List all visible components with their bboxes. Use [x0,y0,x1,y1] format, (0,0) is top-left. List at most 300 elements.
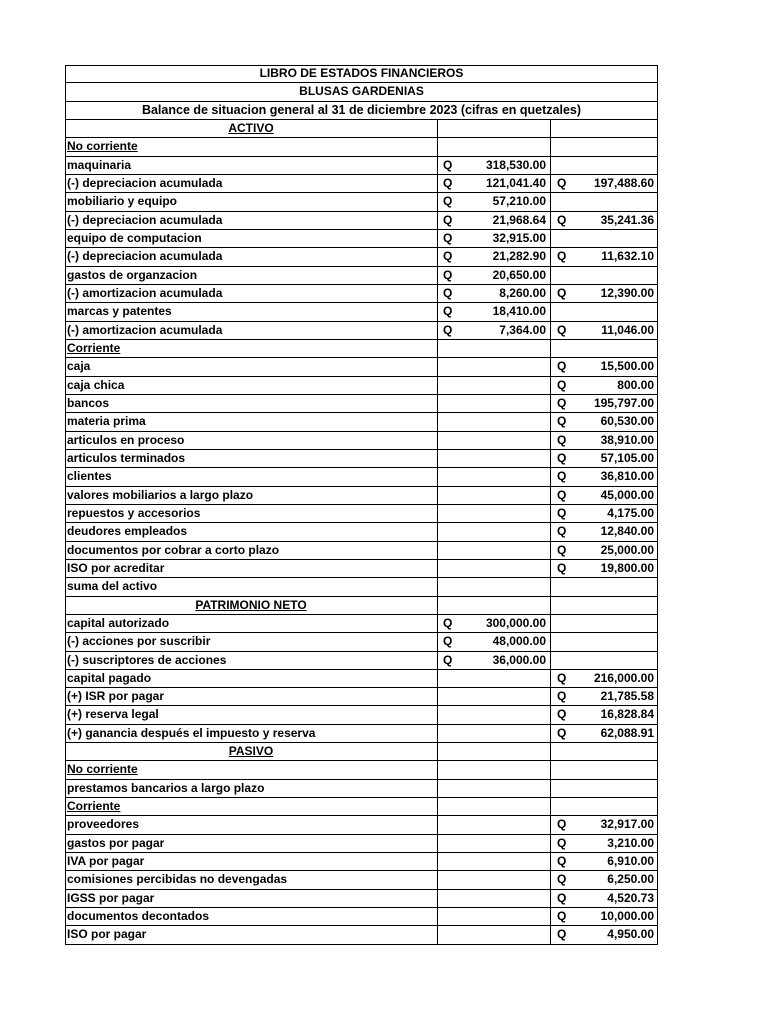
column-divider [657,871,658,888]
account-name: comisiones percibidas no devengadas [67,872,288,887]
title-row-3 [65,102,658,120]
column-divider [437,816,438,833]
currency-symbol: Q [557,505,567,520]
currency-symbol: Q [443,322,453,337]
column-divider [437,285,438,302]
total-amount: 12,390.00 [600,285,654,300]
column-divider [65,542,66,559]
column-divider [657,212,658,229]
column-divider [657,487,658,504]
subsection-title: Corriente [67,340,121,355]
column-divider [437,743,438,760]
column-divider [550,706,551,723]
column-divider [550,120,551,137]
column-divider [437,652,438,669]
total-amount: 45,000.00 [600,487,654,502]
column-divider [550,761,551,778]
total-amount: 3,210.00 [607,835,654,850]
currency-symbol: Q [557,872,567,887]
column-divider [65,285,66,302]
column-divider [550,597,551,614]
section-header-row [65,120,658,138]
currency-symbol: Q [443,194,453,209]
account-name: (-) depreciacion acumulada [67,249,223,264]
table-row [65,908,658,926]
column-divider [657,853,658,870]
account-name: documentos por cobrar a corto plazo [67,542,280,557]
table-row [65,248,658,266]
column-divider [657,780,658,797]
total-amount: 10,000.00 [600,909,654,924]
section-header-row [65,597,658,615]
column-divider [65,175,66,192]
table-row [65,285,658,303]
partial-amount: 18,410.00 [492,304,546,319]
account-name: deudores empleados [67,524,188,539]
column-divider [550,523,551,540]
column-divider [65,212,66,229]
account-name: (-) depreciacion acumulada [67,212,223,227]
account-name: bancos [67,395,110,410]
total-amount: 32,917.00 [600,817,654,832]
table-row [65,835,658,853]
column-divider [550,450,551,467]
table-row [65,413,658,431]
table-row [65,212,658,230]
column-divider [550,413,551,430]
column-divider [437,175,438,192]
column-divider [657,706,658,723]
column-divider [550,816,551,833]
column-divider [437,230,438,247]
account-name: (-) suscriptores de acciones [67,652,227,667]
column-divider [437,450,438,467]
table-row [65,358,658,376]
table-row [65,926,658,944]
currency-symbol: Q [557,927,567,942]
column-divider [437,377,438,394]
section-title: PATRIMONIO NETO [195,597,307,612]
currency-symbol: Q [557,854,567,869]
column-divider [550,157,551,174]
column-divider [65,523,66,540]
subsection-title: No corriente [67,139,138,154]
column-divider [550,890,551,907]
column-divider [437,780,438,797]
statement-subtitle: Balance de situacion general al 31 de diciembre 2023 (cifras en quetzales) [141,102,582,117]
column-divider [437,212,438,229]
column-divider [657,377,658,394]
column-divider [437,193,438,210]
table-row [65,322,658,340]
column-divider [65,267,66,284]
account-name: caja [67,359,91,374]
total-amount: 11,632.10 [601,249,654,264]
table-row [65,560,658,578]
currency-symbol: Q [557,377,567,392]
currency-symbol: Q [557,395,567,410]
column-divider [437,725,438,742]
column-divider [65,450,66,467]
total-amount: 19,800.00 [600,560,654,575]
column-divider [657,432,658,449]
column-divider [437,468,438,485]
column-divider [550,193,551,210]
table-row [65,670,658,688]
partial-amount: 21,282.90 [492,249,546,264]
column-divider [65,816,66,833]
column-divider [437,597,438,614]
column-divider [550,175,551,192]
total-amount: 36,810.00 [600,469,654,484]
currency-symbol: Q [557,707,567,722]
account-name: clientes [67,469,112,484]
currency-symbol: Q [557,285,567,300]
column-divider [437,871,438,888]
column-divider [65,340,66,357]
account-name: documentos decontados [67,909,210,924]
partial-amount: 57,210.00 [492,194,546,209]
currency-symbol: Q [557,469,567,484]
table-row [65,267,658,285]
table-row [65,230,658,248]
partial-amount: 318,530.00 [485,157,546,172]
column-divider [437,835,438,852]
account-name: caja chica [67,377,125,392]
column-divider [657,560,658,577]
column-divider [550,835,551,852]
currency-symbol: Q [557,414,567,429]
column-divider [550,871,551,888]
currency-symbol: Q [557,432,567,447]
partial-amount: 36,000.00 [492,652,546,667]
column-divider [65,230,66,247]
column-divider [657,652,658,669]
subsection-row [65,761,658,779]
column-divider [437,340,438,357]
column-divider [437,578,438,595]
column-divider [65,138,66,155]
column-divider [657,688,658,705]
column-divider [65,670,66,687]
column-divider [437,560,438,577]
column-divider [550,230,551,247]
column-divider [65,248,66,265]
column-divider [65,615,66,632]
total-amount: 6,910.00 [607,854,654,869]
table-row [65,688,658,706]
column-divider [550,212,551,229]
column-divider [437,926,438,943]
company-name: BLUSAS GARDENIAS [299,84,424,99]
column-divider [65,487,66,504]
account-name: articulos terminados [67,450,186,465]
column-divider [437,908,438,925]
total-amount: 216,000.00 [593,670,654,685]
table-row [65,395,658,413]
total-amount: 12,840.00 [600,524,654,539]
column-divider [437,120,438,137]
account-name: (+) reserva legal [67,707,159,722]
table-row [65,725,658,743]
subsection-row [65,138,658,156]
column-divider [437,615,438,632]
column-divider [550,633,551,650]
column-divider [65,358,66,375]
partial-amount: 21,968.64 [492,212,546,227]
account-name: articulos en proceso [67,432,185,447]
subsection-title: No corriente [67,762,138,777]
column-divider [437,432,438,449]
total-amount: 62,088.91 [600,725,654,740]
column-divider [657,725,658,742]
table-row [65,816,658,834]
column-divider [550,487,551,504]
column-divider [65,395,66,412]
column-divider [657,523,658,540]
column-divider [550,303,551,320]
column-divider [65,908,66,925]
column-divider [65,853,66,870]
account-name: gastos de organzacion [67,267,198,282]
currency-symbol: Q [557,560,567,575]
column-divider [550,138,551,155]
column-divider [437,853,438,870]
column-divider [437,157,438,174]
column-divider [437,542,438,559]
table-row [65,303,658,321]
total-amount: 4,950.00 [607,927,654,942]
account-name: mobiliario y equipo [67,194,178,209]
column-divider [550,358,551,375]
partial-amount: 7,364.00 [499,322,546,337]
table-row [65,487,658,505]
column-divider [65,432,66,449]
currency-symbol: Q [557,909,567,924]
column-divider [657,578,658,595]
table-row [65,377,658,395]
column-divider [437,358,438,375]
column-divider [550,285,551,302]
table-row [65,542,658,560]
currency-symbol: Q [557,890,567,905]
table-row [65,652,658,670]
column-divider [437,523,438,540]
column-divider [65,688,66,705]
column-divider [657,597,658,614]
account-name: suma del activo [67,579,158,594]
column-divider [65,798,66,815]
column-divider [657,505,658,522]
currency-symbol: Q [557,487,567,502]
column-divider [550,670,551,687]
column-divider [65,652,66,669]
column-divider [657,413,658,430]
table-row [65,780,658,798]
currency-symbol: Q [443,615,453,630]
column-divider [550,340,551,357]
column-divider [65,725,66,742]
column-divider [65,706,66,723]
column-divider [550,725,551,742]
column-divider [65,761,66,778]
column-divider [437,706,438,723]
column-divider [657,761,658,778]
column-divider [437,890,438,907]
column-divider [550,505,551,522]
column-divider [65,578,66,595]
total-amount: 16,828.84 [600,707,654,722]
column-divider [657,285,658,302]
currency-symbol: Q [557,835,567,850]
partial-amount: 48,000.00 [492,634,546,649]
account-name: (-) depreciacion acumulada [67,175,223,190]
column-divider [550,688,551,705]
column-divider [550,798,551,815]
column-divider [657,303,658,320]
table-row [65,450,658,468]
currency-symbol: Q [557,450,567,465]
currency-symbol: Q [557,689,567,704]
account-name: IGSS por pagar [67,890,155,905]
total-amount: 25,000.00 [600,542,654,557]
section-title: PASIVO [228,744,274,759]
column-divider [657,322,658,339]
account-name: gastos por pagar [67,835,165,850]
account-name: capital pagado [67,670,152,685]
column-divider [550,322,551,339]
table-row [65,615,658,633]
account-name: (-) amortizacion acumulada [67,322,223,337]
total-amount: 60,530.00 [600,414,654,429]
column-divider [65,560,66,577]
column-divider [437,395,438,412]
account-name: repuestos y accesorios [67,505,201,520]
currency-symbol: Q [557,670,567,685]
column-divider [437,670,438,687]
column-divider [550,615,551,632]
column-divider [657,157,658,174]
currency-symbol: Q [557,175,567,190]
column-divider [437,267,438,284]
column-divider [65,835,66,852]
currency-symbol: Q [443,304,453,319]
column-divider [657,175,658,192]
column-divider [550,908,551,925]
column-divider [657,468,658,485]
subsection-row [65,798,658,816]
table-row [65,578,658,596]
column-divider [550,395,551,412]
column-divider [65,413,66,430]
balance-sheet-table [65,65,658,945]
table-body [65,120,658,945]
partial-amount: 300,000.00 [485,615,546,630]
column-divider [437,322,438,339]
column-divider [550,743,551,760]
column-divider [550,542,551,559]
currency-symbol: Q [557,524,567,539]
account-name: valores mobiliarios a largo plazo [67,487,254,502]
partial-amount: 32,915.00 [492,230,546,245]
column-divider [657,120,658,137]
column-divider [657,248,658,265]
column-divider [657,358,658,375]
column-divider [65,890,66,907]
account-name: prestamos bancarios a largo plazo [67,780,265,795]
column-divider [657,633,658,650]
account-name: ISO por acreditar [67,560,165,575]
column-divider [657,670,658,687]
column-divider [65,303,66,320]
account-name: (-) amortizacion acumulada [67,285,223,300]
column-divider [437,303,438,320]
total-amount: 800.00 [617,377,654,392]
column-divider [657,615,658,632]
column-divider [65,633,66,650]
column-divider [437,505,438,522]
column-divider [65,926,66,943]
column-divider [657,908,658,925]
total-amount: 4,520.73 [607,890,654,905]
table-row [65,193,658,211]
total-amount: 197,488.60 [593,175,654,190]
column-divider [550,853,551,870]
account-name: (-) acciones por suscribir [67,634,211,649]
currency-symbol: Q [443,267,453,282]
currency-symbol: Q [443,634,453,649]
currency-symbol: Q [557,322,567,337]
column-divider [65,871,66,888]
column-divider [65,780,66,797]
column-divider [550,468,551,485]
table-row [65,505,658,523]
currency-symbol: Q [443,652,453,667]
account-name: capital autorizado [67,615,170,630]
total-amount: 4,175.00 [607,505,654,520]
account-name: marcas y patentes [67,304,172,319]
account-name: IVA por pagar [67,854,145,869]
column-divider [657,230,658,247]
currency-symbol: Q [443,157,453,172]
currency-symbol: Q [443,230,453,245]
currency-symbol: Q [557,725,567,740]
subsection-row [65,340,658,358]
table-row [65,871,658,889]
table-row [65,468,658,486]
column-divider [437,413,438,430]
column-divider [65,322,66,339]
account-name: maquinaria [67,157,132,172]
column-divider [550,578,551,595]
column-divider [657,835,658,852]
account-name: proveedores [67,817,140,832]
account-name: (+) ganancia después el impuesto y reserva [67,725,316,740]
title-row-2 [65,83,658,101]
column-divider [657,395,658,412]
total-amount: 11,046.00 [601,322,654,337]
account-name: ISO por pagar [67,927,147,942]
column-divider [550,248,551,265]
column-divider [550,926,551,943]
currency-symbol: Q [443,249,453,264]
column-divider [550,267,551,284]
currency-symbol: Q [557,249,567,264]
section-header-row [65,743,658,761]
title-row-1 [65,65,658,83]
column-divider [437,248,438,265]
table-row [65,633,658,651]
